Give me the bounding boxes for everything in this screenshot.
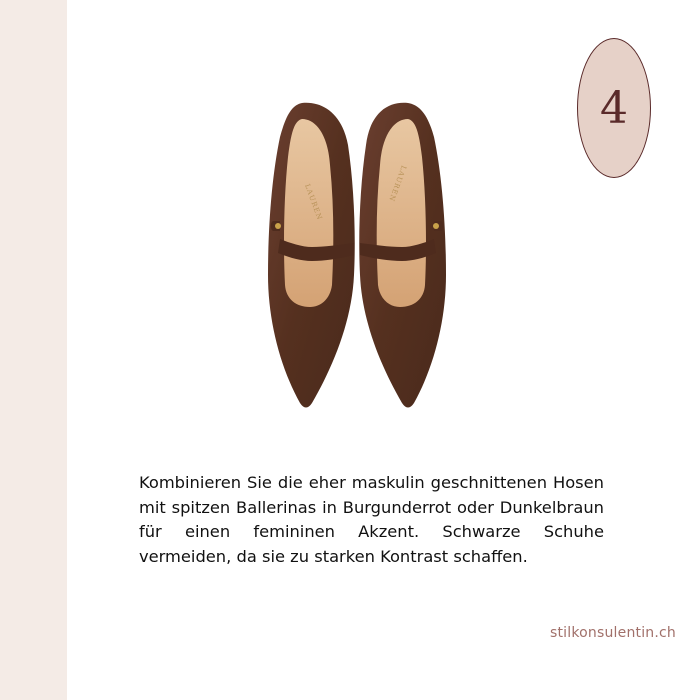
slide-number-badge — [577, 38, 651, 178]
right-shoe-brand: LAUREN — [387, 164, 408, 203]
left-shoe-brand: LAUREN — [303, 182, 324, 222]
website-link[interactable]: stilkonsulentin.ch — [549, 625, 676, 641]
left-shoe — [268, 103, 355, 408]
slide-number: 4 — [600, 82, 628, 134]
suede-ballerinas-image — [250, 95, 480, 415]
side-band — [0, 0, 67, 700]
styling-tip-text: Kombinieren Sie die eher maskulin geschnittenen Hosen mit spitzen Ballerinas in Burgunderrot oder Dunkelbraun für einen femininen Akzent. Schwarze Schuhe vermeiden, da sie zu starken Kontrast schaffen. — [139, 473, 604, 566]
right-shoe — [359, 103, 446, 408]
